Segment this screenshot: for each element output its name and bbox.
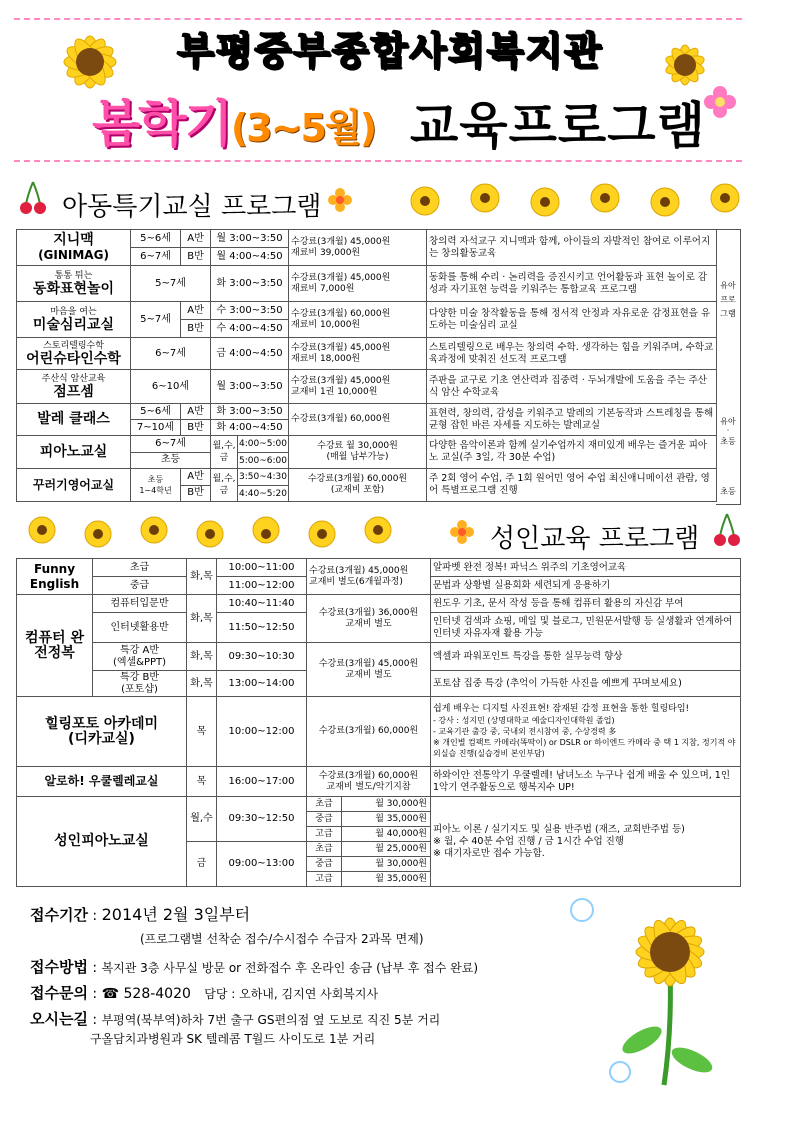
fee-cell: 수강료(3개월) 36,000원 교재비 별도 <box>307 595 431 643</box>
time-cell: 화 4:00~4:50 <box>211 420 289 436</box>
desc-cell: 윈도우 기초, 문서 작성 등을 통해 컴퓨터 활용의 자신감 부여 <box>431 595 741 613</box>
day-cell: 화,목 <box>187 643 217 671</box>
pink-flower-icon <box>700 82 740 122</box>
desc-cell: 다양한 미술 창작활동을 통해 정서적 안정과 자유로운 감정표현을 유도하는 미술심리 교실 <box>427 302 717 338</box>
program-name: 컴퓨터 완전정복 <box>17 595 93 697</box>
fee-cell: 수강료(3개월) 60,000원 <box>307 697 431 767</box>
time-cell: 수 4:00~4:50 <box>211 320 289 338</box>
age-cell: 5~7세 <box>131 266 211 302</box>
program-name: 성인피아노교실 <box>17 797 187 887</box>
table-row <box>17 469 717 486</box>
table-row <box>17 338 717 370</box>
time-cell: 월 3:00~3:50 <box>211 230 289 248</box>
time-split-cell <box>211 469 289 502</box>
class-cell: B반 <box>181 420 211 436</box>
age-cell: 초등 <box>131 452 211 469</box>
time-cell: 09:30~12:50 <box>217 797 307 842</box>
desc-cell: 창의력 자석교구 지니맥과 함께, 아이들의 자발적인 참여로 이루어지는 창의활동교육 <box>427 230 717 266</box>
table-row <box>17 767 741 797</box>
time-cell: 월 4:00~4:50 <box>211 248 289 266</box>
time-cell: 10:00~11:00 <box>217 559 307 577</box>
registration-method: 접수방법 : 복지관 3층 사무실 방문 or 전화접수 후 온라인 송금 (납부 후 접수 완료) <box>30 958 479 976</box>
desc-cell: 주판을 교구로 기초 연산력과 집중력 · 두뇌개발에 도움을 주는 주산식 암산 수학교육 <box>427 370 717 404</box>
age-cell: 초등 1~4학년 <box>131 469 181 502</box>
time-cell: 10:00~12:00 <box>217 697 307 767</box>
day-cell: 화,목 <box>187 559 217 595</box>
program-name: 스토리텔링수학 어린슈타인수학 <box>17 338 131 370</box>
table-row <box>17 230 717 248</box>
method-value: 복지관 3층 사무실 방문 or 전화접수 후 온라인 송금 (납부 후 접수 완료) <box>101 961 479 975</box>
sunflower-border-icon <box>20 508 400 554</box>
class-cell: B반 <box>181 320 211 338</box>
directions: 오시는길 : 부평역(북부역)하차 7번 출구 GS편의점 옆 도보로 직진 5분 거리 <box>30 1010 441 1028</box>
program-name: 꾸러기영어교실 <box>17 469 131 502</box>
time-cell: 3:50~4:30 <box>238 469 288 486</box>
day-cell: 목 <box>187 767 217 797</box>
time-cell: 09:30~10:30 <box>217 643 307 671</box>
day-cell: 월,수 <box>187 797 217 842</box>
flower-icon <box>448 518 476 546</box>
class-cell: B반 <box>181 485 211 502</box>
desc-cell: 피아노 이론 / 실기지도 및 실용 반주법 (재즈, 교회반주법 등) ※ 월, 수 40분 수업 진행 / 금 1시간 수업 진행 ※ 대기자로만 접수 가능함. <box>431 797 741 887</box>
phone-icon: ☎ <box>101 986 120 1002</box>
program-name: Funny English <box>17 559 93 595</box>
desc-cell: 스토리텔링으로 배우는 창의력 수학. 생각하는 힘을 키워주며, 수학교육과정에 맞춰진 선도적 프로그램 <box>427 338 717 370</box>
age-cell: 6~7세 <box>131 248 181 266</box>
header-divider <box>14 160 742 162</box>
time-cell: 화 3:00~3:50 <box>211 266 289 302</box>
desc-cell: 표현력, 창의력, 감성을 키워주고 발레의 기본동작과 스트레칭을 통해 균형 잡힌 바른 자세를 지도하는 발레교실 <box>427 404 717 436</box>
table-row <box>17 404 717 420</box>
table-row <box>17 266 717 302</box>
time-cell: 5:00~6:00 <box>239 456 287 466</box>
fee-cell: 수강료 월 30,000원 (매월 납부가능) <box>289 436 427 469</box>
program-name: 통통 튀는 동화표현놀이 <box>17 266 131 302</box>
fee-cell: 수강료(3개월) 60,000원 교재비 별도/악기지참 <box>307 767 431 797</box>
day-cell: 금 <box>187 842 217 887</box>
day-cell: 월,수,금 <box>211 469 238 501</box>
side-note: 그램 <box>720 309 736 318</box>
time-cell: 화 3:00~3:50 <box>211 404 289 420</box>
table-row <box>17 797 741 842</box>
sunflower-illustration-icon <box>560 890 760 1090</box>
class-cell: A반 <box>181 469 211 486</box>
program-name: 피아노교실 <box>17 436 131 469</box>
age-cell: 6~7세 <box>131 338 211 370</box>
fee-cell: 초급 월 25,000원 중급 월 30,000원 고급 월 35,000원 <box>307 842 431 887</box>
fee-cell: 수강료(3개월) 60,000원 <box>289 404 427 436</box>
flower-icon <box>326 186 354 214</box>
contact-person: 담당 : 오하내, 김지연 사회복지사 <box>204 987 379 1001</box>
program-name: 발레 클래스 <box>17 404 131 436</box>
time-cell: 4:40~5:20 <box>239 489 287 499</box>
course-cell: 인터넷활용반 <box>93 613 187 643</box>
time-cell: 11:00~12:00 <box>217 577 307 595</box>
fee-cell: 수강료(3개월) 45,000원 교재비 별도 <box>307 643 431 697</box>
time-cell: 16:00~17:00 <box>217 767 307 797</box>
fee-cell: 수강료(3개월) 60,000원 재료비 10,000원 <box>289 302 427 338</box>
desc-cell: 알파벳 완전 정복! 파닉스 위주의 기초영어교육 <box>431 559 741 577</box>
side-notes <box>716 229 741 505</box>
method-label: 접수방법 <box>30 958 88 976</box>
time-cell: 4:00~5:00 <box>238 436 288 453</box>
desc-cell: 문법과 상황별 실용회화 세련되게 응용하기 <box>431 577 741 595</box>
day-cell: 목 <box>187 697 217 767</box>
level-cell: 초급 <box>93 559 187 577</box>
period-note: (프로그램별 선착순 접수/수시접수 수급자 2과목 면제) <box>140 932 424 946</box>
side-note: · <box>726 426 730 435</box>
org-name: 부평중부종합사회복지관 <box>177 29 603 73</box>
table-row <box>17 436 717 453</box>
table-row <box>17 370 717 404</box>
time-split-cell <box>211 436 289 469</box>
table-row <box>17 559 741 577</box>
fee-cell: 수강료(3개월) 45,000원 재료비 18,000원 <box>289 338 427 370</box>
side-note: 유아 <box>720 281 736 290</box>
fee-cell: 수강료(3개월) 45,000원 교재비 별도(6개월과정) <box>307 559 431 595</box>
program-name: 지니맥 (GINIMAG) <box>17 230 131 266</box>
program-name: 알로하! 우쿨렐레교실 <box>17 767 187 797</box>
table-row <box>17 302 717 320</box>
semester-period: (3~5월) <box>230 106 376 150</box>
sunflower-border-icon <box>400 176 760 226</box>
child-section-title: 아동특기교실 프로그램 <box>62 192 322 222</box>
level-cell: 중급 <box>93 577 187 595</box>
age-cell: 6~7세 <box>131 436 211 453</box>
class-cell: A반 <box>181 404 211 420</box>
table-row <box>17 595 741 613</box>
desc-cell: 엑셀과 파워포인트 특강을 통한 실무능력 향상 <box>431 643 741 671</box>
age-cell: 5~6세 <box>131 230 181 248</box>
desc-cell: 동화를 통해 수리 · 논리력을 증진시키고 언어활동과 표현 놀이로 감성과 자기표현 능력을 키워주는 통합교육 프로그램 <box>427 266 717 302</box>
desc-cell: 다양한 음악이론과 함께 실기수업까지 재미있게 배우는 즐거운 피아노 교실(주 3일, 각 30분 수업) <box>427 436 717 469</box>
contact-label: 접수문의 <box>30 984 88 1002</box>
time-cell: 13:00~14:00 <box>217 671 307 697</box>
period-label: 접수기간 <box>30 906 88 924</box>
desc-cell: 쉽게 배우는 디지털 사진표현! 잠재된 감정 표현을 통한 힐링타임! - 강사 : 성지민 (상명대학교 예술디자인대학원 졸업) - 교육기관 출강 중, 국내외 전시참여 중, 수상경력 多 ※ 개인별 컴팩트 카메라(똑딱이) or DSLR or 하이엔드 카메라 중 택 1 지참, 정기적 야외실습 진행(실습경비 본인부담) <box>431 697 741 767</box>
fee-cell: 수강료(3개월) 60,000원 (교재비 포함) <box>289 469 427 502</box>
semester-label: 봄학기 <box>92 95 231 153</box>
program-name: 마음을 여는 미술심리교실 <box>17 302 131 338</box>
class-cell: A반 <box>181 302 211 320</box>
semester-title <box>92 84 375 156</box>
phone-number: 528-4020 <box>123 986 191 1002</box>
side-note: 프로 <box>720 295 736 304</box>
fee-cell: 수강료(3개월) 45,000원 재료비 7,000원 <box>289 266 427 302</box>
program-name: 주산식 암산교육 점프셈 <box>17 370 131 404</box>
side-note: 유아 <box>720 417 736 426</box>
time-cell: 09:00~13:00 <box>217 842 307 887</box>
desc-cell: 포토샵 집중 특강 (추억이 가득한 사진을 예쁘게 꾸며보세요) <box>431 671 741 697</box>
class-cell: A반 <box>181 230 211 248</box>
course-cell: 특강 A반 (엑셀&PPT) <box>93 643 187 671</box>
registration-period: 접수기간 : 2014년 2월 3일부터 <box>30 905 251 924</box>
age-cell: 5~7세 <box>131 302 181 338</box>
cherry-icon <box>18 180 48 216</box>
course-cell: 컴퓨터입문반 <box>93 595 187 613</box>
class-cell: B반 <box>181 248 211 266</box>
fee-cell: 초급 월 30,000원 중급 월 35,000원 고급 월 40,000원 <box>307 797 431 842</box>
table-row <box>17 697 741 767</box>
time-cell: 금 4:00~4:50 <box>211 338 289 370</box>
table-row <box>17 643 741 671</box>
cherry-icon <box>712 512 742 548</box>
time-cell: 11:50~12:50 <box>217 613 307 643</box>
course-cell: 특강 B반 (포토샵) <box>93 671 187 697</box>
time-cell: 수 3:00~3:50 <box>211 302 289 320</box>
adult-section-title: 성인교육 프로그램 <box>490 524 700 554</box>
fee-cell: 수강료(3개월) 45,000원 재료비 39,000원 <box>289 230 427 266</box>
day-cell: 월,수,금 <box>211 436 238 468</box>
directions-line-1: 부평역(북부역)하차 7번 출구 GS편의점 옆 도보로 직진 5분 거리 <box>101 1013 441 1027</box>
day-cell: 화,목 <box>187 671 217 697</box>
program-name: 힐링포토 아카데미 (디카교실) <box>17 697 187 767</box>
fee-cell: 수강료(3개월) 45,000원 교재비 1권 10,000원 <box>289 370 427 404</box>
desc-cell: 하와이안 전통악기 우쿨렐레! 남녀노소 누구나 쉽게 배울 수 있으며, 1인 1악기 연주활동으로 행복지수 UP! <box>431 767 741 797</box>
age-cell: 6~10세 <box>131 370 211 404</box>
side-note: 초등 <box>720 487 736 496</box>
side-note: 초등 <box>720 437 736 446</box>
directions-label: 오시는길 <box>30 1010 88 1028</box>
day-cell: 화,목 <box>187 595 217 643</box>
adult-program-table <box>16 558 741 887</box>
directions-line-2: 구올담치과병원과 SK 텔레콤 T월드 사이도로 1분 거리 <box>90 1032 376 1046</box>
period-value: 2014년 2월 3일부터 <box>101 905 251 924</box>
desc-cell: 주 2회 영어 수업, 주 1회 원어민 영어 수업 최신애니메이션 관람, 영어 특별프로그램 진행 <box>427 469 717 502</box>
age-cell: 7~10세 <box>131 420 181 436</box>
age-cell: 5~6세 <box>131 404 181 420</box>
desc-cell: 인터넷 검색과 쇼핑, 메일 및 블로그, 민원문서발행 등 실생활과 연계하여 인터넷 자유자재 활용 가능 <box>431 613 741 643</box>
time-cell: 10:40~11:40 <box>217 595 307 613</box>
edu-program-title: 교육프로그램 <box>410 97 706 155</box>
time-cell: 월 3:00~3:50 <box>211 370 289 404</box>
child-program-table <box>16 229 717 502</box>
contact: 접수문의 : ☎ 528-4020 담당 : 오하내, 김지연 사회복지사 <box>30 984 379 1002</box>
